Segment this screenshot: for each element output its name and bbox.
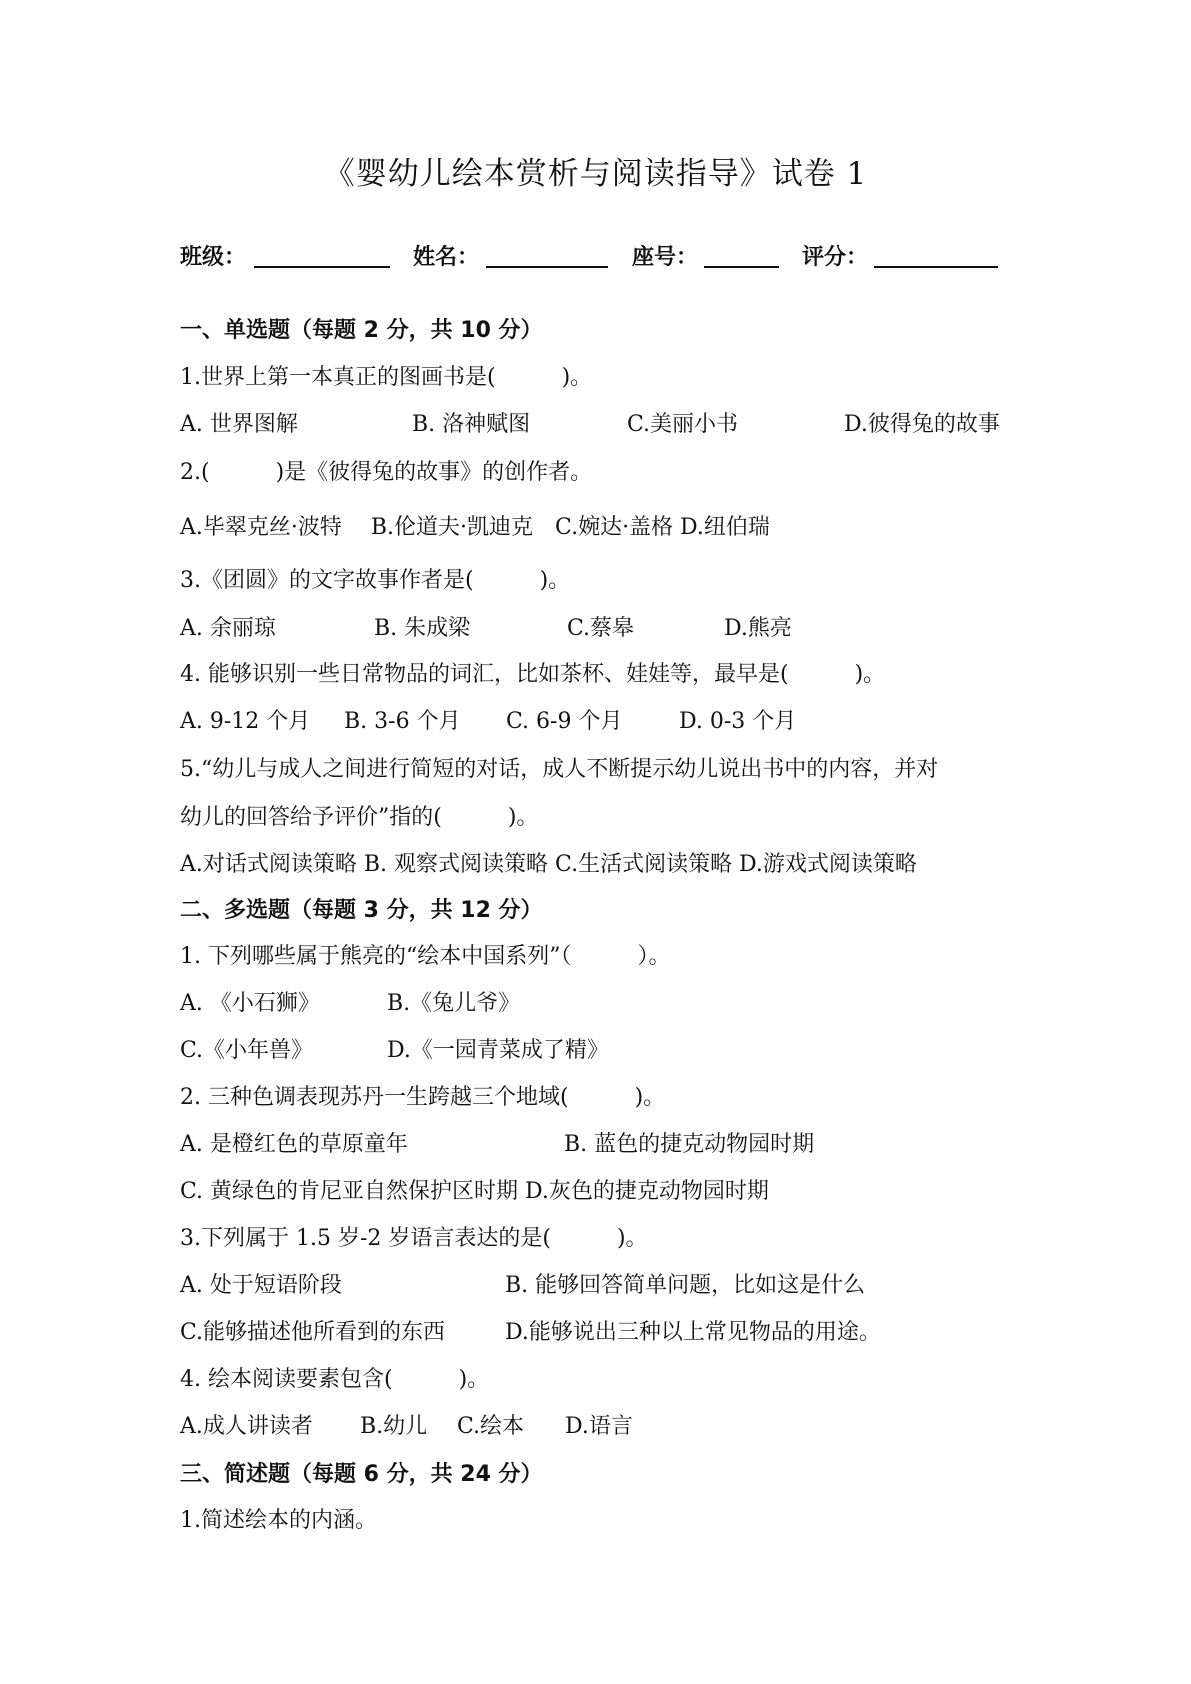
option-row [180, 407, 1040, 437]
option-row [180, 1268, 1040, 1298]
seat-label: 座号： [632, 245, 699, 270]
score-label: 评分： [802, 245, 869, 270]
option-a[interactable]: A. 《小石狮》 [180, 991, 320, 1016]
seat-blank[interactable] [704, 266, 779, 268]
exam-title: 《婴幼儿绘本赏析与阅读指导》试卷 1 [323, 156, 868, 192]
option-b[interactable]: B. 能够回答简单问题，比如这是什么 [505, 1273, 866, 1298]
question-text: 4. 能够识别一些日常物品的词汇，比如茶杯、娃娃等，最早是( )。 [180, 662, 886, 687]
option-a[interactable]: A. 是橙红色的草原童年 [180, 1132, 408, 1157]
option-d[interactable]: D.《一园青菜成了精》 [387, 1038, 609, 1063]
section-heading-single-choice: 一、单选题（每题 2 分，共 10 分） [180, 318, 543, 343]
option-a[interactable]: A. 处于短语阶段 [180, 1273, 342, 1298]
question-text: 1. 下列哪些属于熊亮的“绘本中国系列”（ ）。 [180, 944, 671, 969]
question-text: 5.“幼儿与成人之间进行简短的对话，成人不断提示幼儿说出书中的内容，并对 [180, 757, 939, 782]
question-text: 3.《团圆》的文字故事作者是( )。 [180, 568, 571, 593]
question-text: 2.( )是《彼得兔的故事》的创作者。 [180, 460, 593, 485]
name-label: 姓名： [413, 245, 480, 270]
class-blank[interactable] [254, 266, 390, 268]
option-row[interactable]: C. 黄绿色的肯尼亚自然保护区时期 D.灰色的捷克动物园时期 [180, 1179, 769, 1204]
section-heading-short-answer: 三、简述题（每题 6 分，共 24 分） [180, 1462, 543, 1487]
option-b[interactable]: B. 蓝色的捷克动物园时期 [564, 1132, 815, 1157]
option-c[interactable]: C.绘本 [457, 1414, 525, 1439]
option-a[interactable]: A.成人讲读者 [180, 1414, 313, 1439]
option-b[interactable]: B. 朱成梁 [374, 616, 471, 641]
question-text: 1.世界上第一本真正的图画书是( )。 [180, 365, 593, 390]
option-c[interactable]: C.蔡皋 [567, 616, 635, 641]
option-row [180, 704, 1040, 734]
option-c[interactable]: C.美丽小书 [627, 412, 739, 437]
option-row [180, 986, 1040, 1016]
option-d[interactable]: D.语言 [565, 1414, 633, 1439]
option-c[interactable]: C. 6-9 个月 [506, 709, 623, 734]
option-row [180, 1127, 1040, 1157]
question-text: 1.简述绘本的内涵。 [180, 1508, 377, 1533]
option-row[interactable]: A.对话式阅读策略 B. 观察式阅读策略 C.生活式阅读策略 D.游戏式阅读策略 [180, 852, 917, 877]
option-b[interactable]: B. 洛神赋图 [412, 412, 531, 437]
option-d[interactable]: D.熊亮 [724, 616, 792, 641]
option-b[interactable]: B. 3-6 个月 [344, 709, 461, 734]
option-c[interactable]: C.能够描述他所看到的东西 [180, 1320, 446, 1345]
option-a[interactable]: A. 9-12 个月 [180, 709, 311, 734]
question-text-continued: 幼儿的回答给予评价”指的( )。 [180, 805, 539, 830]
option-c[interactable]: C.《小年兽》 [180, 1038, 314, 1063]
option-a[interactable]: A. 世界图解 [180, 412, 298, 437]
option-d[interactable]: D.能够说出三种以上常见物品的用途。 [505, 1320, 881, 1345]
option-d[interactable]: D. 0-3 个月 [679, 709, 797, 734]
option-d[interactable]: D.彼得兔的故事 [844, 412, 1000, 437]
option-row [180, 611, 1040, 641]
question-text: 3.下列属于 1.5 岁-2 岁语言表达的是( )。 [180, 1226, 648, 1251]
option-b[interactable]: B.《兔儿爷》 [387, 991, 521, 1016]
option-row [180, 1409, 1040, 1439]
option-row [180, 1315, 1040, 1345]
class-label: 班级： [180, 245, 247, 270]
section-heading-multiple-choice: 二、多选题（每题 3 分，共 12 分） [180, 898, 543, 923]
option-row [180, 1033, 1040, 1063]
question-text: 2. 三种色调表现苏丹一生跨越三个地域( )。 [180, 1085, 666, 1110]
score-blank[interactable] [874, 266, 998, 268]
option-a[interactable]: A. 余丽琼 [180, 616, 276, 641]
option-row[interactable]: A.毕翠克丝·波特 B.伦道夫·凯迪克 C.婉达·盖格 D.纽伯瑞 [180, 515, 770, 540]
question-text: 4. 绘本阅读要素包含( )。 [180, 1367, 490, 1392]
name-blank[interactable] [486, 266, 608, 268]
option-b[interactable]: B.幼儿 [360, 1414, 428, 1439]
